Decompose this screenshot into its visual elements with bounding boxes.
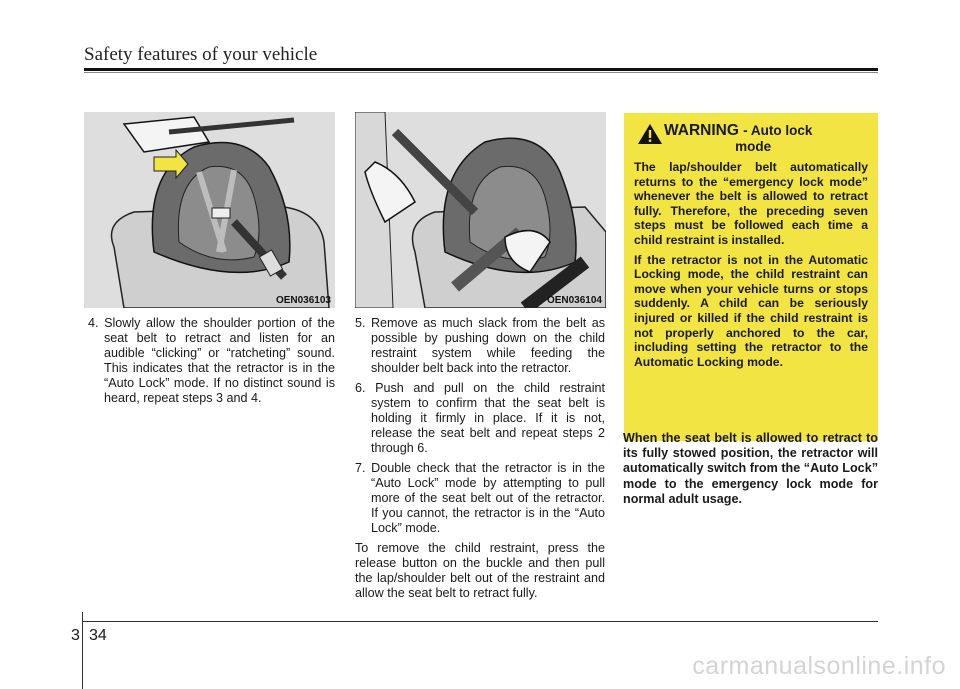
child-seat-illustration-1 (84, 112, 335, 308)
column-2 (355, 316, 605, 601)
header-rule (84, 68, 878, 71)
warning-paragraph: The lap/shoulder belt automatically returns to the “emergency lock mode” whenever the belt is allowed to retract fully. Therefore, the preceding seven steps must be followed each time a child restraint is installed. (634, 160, 868, 247)
warning-header (636, 123, 868, 155)
figure-code: OEN036104 (546, 295, 602, 306)
remove-restraint-paragraph: To remove the child restraint, press the release button on the buckle and then pull the lap/shoulder belt out of the restraint and allow the seat belt to retract fully. (355, 541, 605, 600)
watermark: carmanualsonline.info (692, 652, 946, 680)
warning-title-main: WARNING (664, 122, 739, 139)
warning-triangle-icon (636, 123, 664, 145)
figure-code: OEN036103 (275, 295, 331, 306)
page-number: 34 (89, 627, 107, 644)
child-seat-illustration-2 (355, 112, 606, 308)
header-rule-thin (84, 72, 878, 73)
warning-title-mode: mode (735, 139, 772, 154)
footer-horizontal-rule (82, 621, 878, 622)
warning-box (624, 113, 878, 441)
figure-push-down-seat (355, 112, 606, 308)
warning-title-sub: - Auto lock (743, 123, 813, 138)
column-1 (88, 316, 335, 411)
chapter-number: 3 (71, 627, 80, 644)
warning-title (664, 123, 812, 155)
warning-paragraph: If the retractor is not in the Automatic Locking mode, the child restraint can move when your vehicle turns or stops suddenly. A child can be seriously injured or killed if the child restraint is not properly anchored to the car, including setting the retractor to the Automatic Locking mode. (634, 252, 868, 369)
step-5: 5. Remove as much slack from the belt as possible by pushing down on the child restraint system while feeding the shoulder belt back into the retractor. (355, 316, 605, 375)
auto-lock-switch-paragraph: When the seat belt is allowed to retract to its fully stowed position, the retractor will automatically switch from the “Auto Lock” mode to the emergency lock mode for normal adult usage. (623, 431, 878, 506)
step-7: 7. Double check that the retractor is in the “Auto Lock” mode by attempting to pull more of the seat belt out of the retractor. If you cannot, the retractor is in the “Auto Lock” mode. (355, 461, 605, 535)
figure-child-seat-retract (84, 112, 335, 308)
page-header-title: Safety features of your vehicle (84, 44, 318, 65)
footer-vertical-rule (82, 612, 83, 689)
step-6: 6. Push and pull on the child restraint system to confirm that the seat belt is holding it firmly in place. If it is not, release the seat belt and repeat steps 2 through 6. (355, 381, 605, 455)
step-4: 4. Slowly allow the shoulder portion of the seat belt to retract and listen for an audible “clicking” or “ratcheting” sound. This indicates that the retractor is in the “Auto Lock” mode. If no distinct sound is heard, repeat steps 3 and 4. (88, 316, 335, 405)
